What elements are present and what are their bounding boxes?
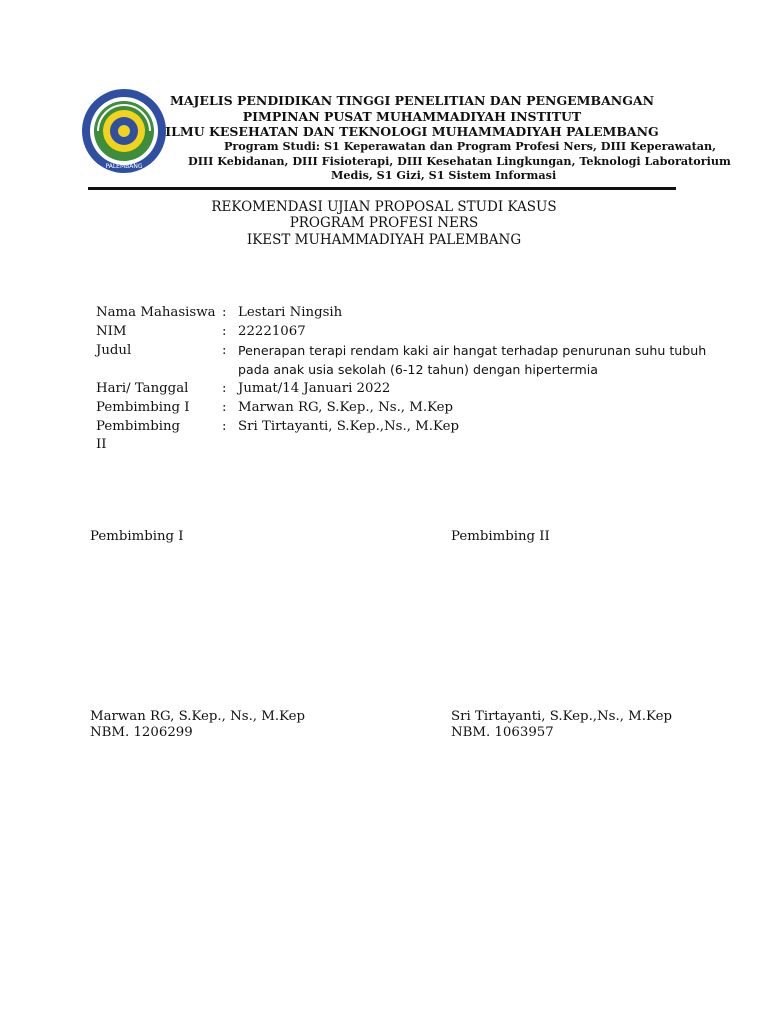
- field-label-nim: NIM: [96, 324, 127, 339]
- field-value-judul-line-2: pada anak usia sekolah (6-12 tahun) dengan hipertermia: [238, 362, 598, 377]
- header-org-line-3: ILMU KESEHATAN DAN TEKNOLOGI MUHAMMADIYAH PALEMBANG: [165, 124, 659, 139]
- header-programs-line-2: DIII Kebidanan, DIII Fisioterapi, DIII Kesehatan Lingkungan, Teknologi Laboratorium: [188, 154, 731, 168]
- field-label-judul: Judul: [96, 343, 132, 358]
- document-title-line-3: IKEST MUHAMMADIYAH PALEMBANG: [246, 232, 522, 248]
- signature-role-1: Pembimbing I: [90, 529, 184, 544]
- field-value-pembimbing-2: Sri Tirtayanti, S.Kep.,Ns., M.Kep: [238, 419, 459, 434]
- field-colon: :: [222, 400, 227, 415]
- logo-caption: PALEMBANG: [105, 163, 143, 170]
- field-value-nim: 22221067: [238, 324, 306, 339]
- field-label-pembimbing-1: Pembimbing I: [96, 400, 190, 415]
- field-value-pembimbing-1: Marwan RG, S.Kep., Ns., M.Kep: [238, 400, 454, 415]
- header-divider: [88, 187, 676, 190]
- signature-role-2: Pembimbing II: [451, 529, 550, 544]
- field-colon: :: [222, 324, 227, 339]
- field-colon: :: [222, 343, 227, 358]
- signature-nbm-2: NBM. 1063957: [451, 725, 554, 740]
- field-label-tanggal: Hari/ Tanggal: [96, 381, 189, 396]
- signature-nbm-1: NBM. 1206299: [90, 725, 193, 740]
- field-label-pembimbing-2: Pembimbing: [96, 419, 181, 434]
- header-org-line-2: PIMPINAN PUSAT MUHAMMADIYAH INSTITUT: [242, 109, 582, 124]
- field-colon: :: [222, 381, 227, 396]
- field-value-judul-line-1: Penerapan terapi rendam kaki air hangat terhadap penurunan suhu tubuh: [238, 343, 707, 358]
- document-title-line-1: REKOMENDASI UJIAN PROPOSAL STUDI KASUS: [211, 199, 557, 215]
- field-colon: :: [222, 419, 227, 434]
- signature-name-1: Marwan RG, S.Kep., Ns., M.Kep: [90, 709, 306, 724]
- header-programs-line-3: Medis, S1 Gizi, S1 Sistem Informasi: [331, 168, 557, 182]
- header-programs-line-1: Program Studi: S1 Keperawatan dan Program Profesi Ners, DIII Keperawatan,: [224, 139, 717, 153]
- field-colon: :: [222, 305, 227, 320]
- field-label-pembimbing-2-suffix: II: [96, 437, 107, 452]
- field-value-nama: Lestari Ningsih: [238, 305, 343, 320]
- header-org-line-1: MAJELIS PENDIDIKAN TINGGI PENELITIAN DAN PENGEMBANGAN: [169, 93, 654, 108]
- document-title-line-2: PROGRAM PROFESI NERS: [289, 215, 479, 231]
- field-label-nama: Nama Mahasiswa: [96, 305, 216, 320]
- field-value-tanggal: Jumat/14 Januari 2022: [238, 381, 391, 396]
- signature-name-2: Sri Tirtayanti, S.Kep.,Ns., M.Kep: [451, 709, 672, 724]
